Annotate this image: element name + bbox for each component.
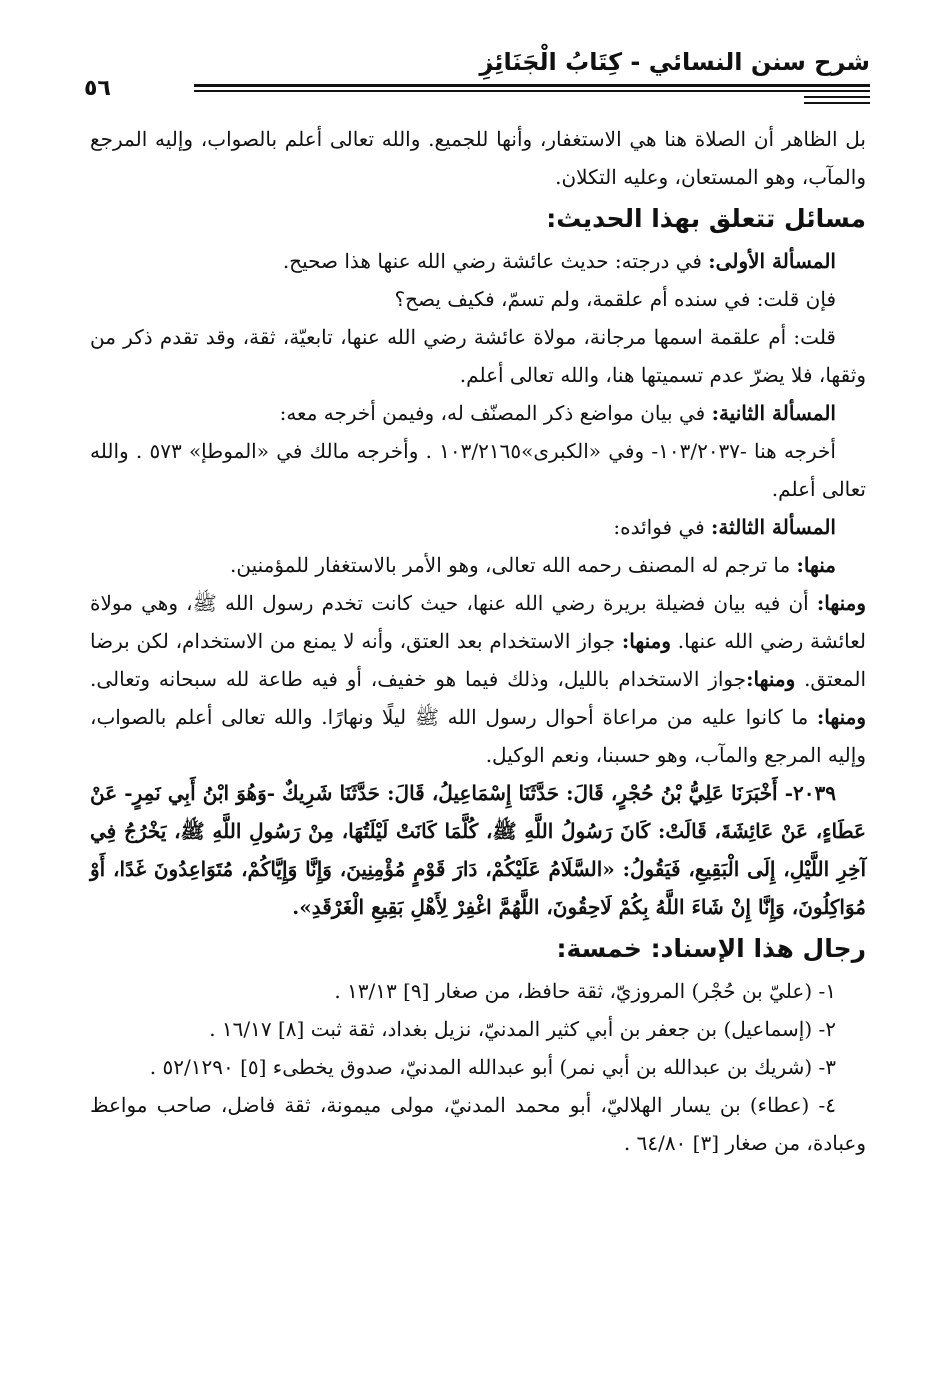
issue-three — [90, 508, 866, 546]
narrator-item: ٤- (عطاء) بن يسار الهلاليّ، أبو محمد المدنيّ، مولى ميمونة، ثقة فاضل، صاحب مواعظ وعبادة، من صغار [٣] ٦٤/٨٠ . — [90, 1093, 866, 1155]
benefit-text: جواز الاستخدام بالليل، وذلك فيما هو خفيف، أو فيه طاعة لله سبحانه وتعالى. — [90, 667, 747, 691]
section-heading-issues: مسائل تتعلق بهذا الحديث: — [546, 204, 866, 233]
benefit-one — [90, 546, 866, 584]
answer-paragraph: قلت: أم علقمة اسمها مرجانة، مولاة عائشة رضي الله عنها، تابعيّة، ثقة، وقد تقدم ذكر من وثقها، فلا يضرّ عدم تسميتها هنا، والله تعالى أعلم. — [90, 325, 866, 387]
header-rule-ornament — [804, 102, 870, 104]
issue-one-label: المسألة الأولى: — [708, 249, 836, 273]
issue-two-detail: أخرجه هنا -١٠٣/٢٠٣٧- وفي «الكبرى»١٠٣/٢١٦٥ . وأخرجه مالك في «الموطإ» ٥٧٣ . والله تعالى أعلم. — [90, 439, 866, 501]
section-heading-narrators: رجال هذا الإسناد: خمسة: — [556, 934, 866, 963]
page-body — [90, 120, 866, 1162]
header-rule-top — [194, 84, 870, 87]
benefit-label: ومنها: — [816, 705, 866, 729]
benefit-text: ما كانوا عليه من مراعاة أحوال رسول الله ﷺ ليلًا ونهارًا. والله تعالى أعلم بالصواب، وإليه المرجع والمآب، وهو حسبنا، ونعم الوكيل. — [90, 705, 866, 767]
issue-two — [90, 394, 866, 432]
issue-one-text: في درجته: حديث عائشة رضي الله عنها هذا صحيح. — [282, 249, 709, 273]
paragraph-intro: بل الظاهر أن الصلاة هنا هي الاستغفار، وأنها للجميع. والله تعالى أعلم بالصواب، وإليه المرجع والمآب، وهو المستعان، وعليه التكلان. — [90, 127, 866, 189]
issue-one — [90, 242, 866, 280]
narrator-item: ١- (عليّ بن حُجْر) المروزيّ، ثقة حافظ، من صغار [٩] ١٣/١٣ . — [334, 979, 836, 1003]
running-header-title: شرح سنن النسائي - كِتَابُ الْجَنَائِزِ — [479, 48, 870, 76]
question-paragraph: فإن قلت: في سنده أم علقمة، ولم تسمّ، فكيف يصح؟ — [394, 287, 836, 311]
benefit-label: ومنها: — [746, 667, 796, 691]
benefit-text: أن فيه بيان فضيلة بريرة رضي الله عنها، حيث كانت تخدم رسول الله ﷺ، وهي مولاة لعائشة رضي الله عنها. — [90, 591, 866, 653]
benefit-text: جواز الاستخدام بعد العتق، وأنه لا يمنع من الاستخدام، لكن برضا المعتق. — [90, 629, 866, 691]
benefit-label: ومنها: — [816, 591, 866, 615]
issue-three-label: المسألة الثالثة: — [711, 515, 836, 539]
issue-two-label: المسألة الثانية: — [711, 401, 836, 425]
header-rule-ornament — [804, 96, 870, 98]
benefits-paragraph — [90, 584, 866, 774]
benefit-text: ما ترجم له المصنف رحمه الله تعالى، وهو الأمر بالاستغفار للمؤمنين. — [229, 553, 797, 577]
issue-three-text: في فوائده: — [613, 515, 712, 539]
page-header — [84, 40, 870, 106]
header-rule-bottom — [194, 90, 870, 92]
issue-two-text: في بيان مواضع ذكر المصنّف له، وفيمن أخرجه معه: — [279, 401, 712, 425]
narrator-item: ٢- (إسماعيل) بن جعفر بن أبي كثير المدنيّ، نزيل بغداد، ثقة ثبت [٨] ١٦/١٧ . — [209, 1017, 836, 1041]
hadith-text: ٢٠٣٩- أَخْبَرَنَا عَلِيُّ بْنُ حُجْرٍ، قَالَ: حَدَّثَنَا إِسْمَاعِيلُ، قَالَ: حَدَّثَنَا شَرِيكٌ -وَهُوَ ابْنُ أَبِي نَمِرٍ- عَنْ عَطَاءٍ، عَنْ عَائِشَةَ، قَالَتْ: كَانَ رَسُولُ اللَّهِ ﷺ، كُلَّمَا كَانَتْ لَيْلَتُهَا، مِنْ رَسُولِ اللَّهِ ﷺ، يَخْرُجُ فِي آخِرِ اللَّيْلِ، إِلَى الْبَقِيعِ، فَيَقُولُ: «السَّلَامُ عَلَيْكُمْ، دَارَ قَوْمٍ مُؤْمِنِينَ، وَإِنَّا وَإِيَّاكُمْ، مُتَوَاعِدُونَ غَدًا، أَوْ مُوَاكِلُونَ، وَإِنَّا إِنْ شَاءَ اللَّهُ بِكُمْ لَاحِقُونَ، اللَّهُمَّ اغْفِرْ لِأَهْلِ بَقِيعِ الْغَرْقَدِ». — [90, 781, 866, 919]
benefit-label: ومنها: — [621, 629, 672, 653]
narrator-item: ٣- (شريك بن عبدالله بن أبي نمر) أبو عبدالله المدنيّ، صدوق يخطىء [٥] ٥٢/١٢٩٠ . — [149, 1055, 836, 1079]
benefit-label: منها: — [796, 553, 836, 577]
page-number: ٥٦ — [84, 76, 111, 101]
header-rule-ornament — [804, 90, 870, 92]
